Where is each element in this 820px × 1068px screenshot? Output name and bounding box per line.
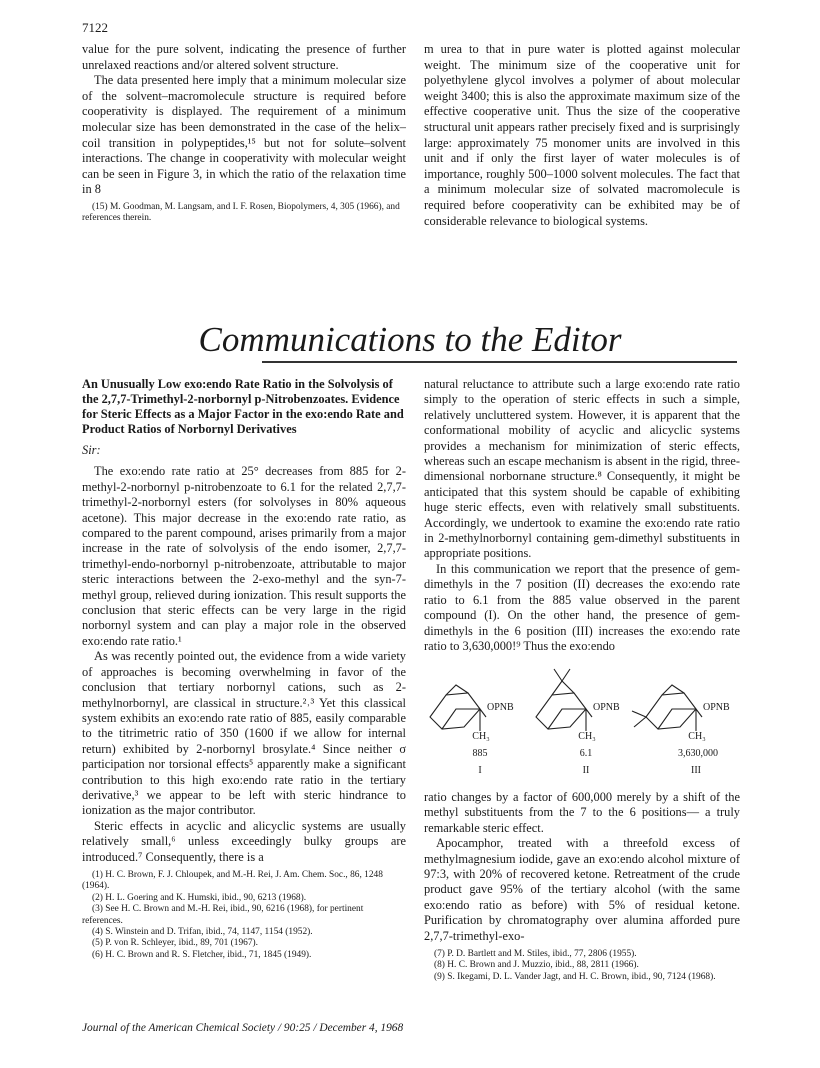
paragraph: In this communication we report that the presence of gem-dimethyls in the 7 position (II) decreases the exo:endo rate ratio to 6.1 from the 885 value observed in the parent compound (I). On the other hand, the presence of gem-dimethyls in the 6 position (III) increases the exo:endo rate ratio to 3,630,000!⁹ Thus the exo:endo <box>424 561 740 653</box>
article-left-column <box>82 377 406 961</box>
footnote <box>82 202 406 225</box>
structure-III-group: OPNB <box>703 702 730 713</box>
paragraph: Apocamphor, treated with a threefold excess of methylmagnesium iodide, gave an exo:endo alcohol mixture of 97:3, with 20% of recovered ketone. Retreatment of the crude product gave 95% of the tertiary alcohol (with the same exo:endo ratio as before) with 5% of residual ketone. Purification by chromatography over alumina afforded pure 2,7,7-trimethyl-exo- <box>424 836 740 943</box>
structure-III-ratio: 3,630,000 <box>678 748 718 759</box>
section-title: Communications to the Editor <box>198 320 622 359</box>
structure-III-drawing <box>632 685 702 731</box>
structure-I-methyl: CH₃ <box>472 731 490 742</box>
salutation: Sir: <box>82 443 101 457</box>
paragraph: The exo:endo rate ratio at 25° decreases from 885 for 2-methyl-2-norbornyl p-nitrobenzoate to 6.1 for the related 2,7,7-trimethyl-2-norbornyl esters (for solvolyses in 80% aqueous acetone). This major decrease in the exo:endo rate ratio, as compared to the parent compound, arises primarily from a major increase in the rate of solvolysis of the endo isomer, 2,7,7-trimethyl-endo-norbornyl p-nitrobenzoate, attributable to major steric interactions between the 2-exo-methyl and the syn-7-methyl group, relieved during ionization. This result supports the conclusion that steric effects can be very large in the rigid norbornyl system and can play a major role in the observed exo:endo rate ratio.¹ <box>82 464 406 648</box>
article-heading: An Unusually Low exo:endo Rate Ratio in the Solvolysis of the 2,7,7-Trimethyl-2-norbornyl p-Nitrobenzoates. Evidence for Steric Effects as a Major Factor in the exo:endo Rate and Product Ratios of Norbornyl Derivatives <box>82 377 404 436</box>
footnotes <box>82 870 406 961</box>
footnote-2: (2) H. L. Goering and K. Humski, ibid., 90, 6213 (1968). <box>92 892 307 903</box>
structure-I-ratio: 885 <box>472 748 488 759</box>
footnote-3: (3) See H. C. Brown and M.-H. Rei, ibid., 90, 6216 (1968), for pertinent references. <box>82 904 364 926</box>
footnote-15: (15) M. Goodman, M. Langsam, and I. F. Rosen, Biopolymers, 4, 305 (1966), and references therein. <box>82 201 400 224</box>
paragraph: The data presented here imply that a minimum molecular size of the solvent–macromolecule structure is required before cooperativity is displayed. The requirement of a minimum molecular size has been demonstrated in the case of the helix–coil transition in polypeptides,¹⁵ but not for solute–solvent interactions. The change in cooperativity with molecular weight can be seen in Figure 3, in which the ratio of the relaxation time in 8 <box>82 73 406 197</box>
paragraph: Steric effects in acyclic and alicyclic systems are usually relatively small,⁶ unless exceedingly bulky groups are introduced.⁷ Consequently, there is a <box>82 818 406 864</box>
structure-III-methyl: CH₃ <box>688 731 706 742</box>
article-right-column-bottom <box>424 790 740 983</box>
footnote-9: (9) S. Ikegami, D. L. Vander Jagt, and H. C. Brown, ibid., 90, 7124 (1968). <box>434 971 716 982</box>
paragraph: natural reluctance to attribute such a large exo:endo rate ratio simply to the operation of steric effects in such a simple, relatively uncluttered system. However, it is apparent that the conformational mobility of acyclic and alicyclic systems provides a mechanism for minimization of steric effects, whereas such an escape mechanism is absent in the rigid, three-dimensional norbornane structure.⁸ Consequently, it might be anticipated that this system should be capable of exhibiting huge steric effects, even with relatively small substituents. Accordingly, we undertook to examine the exo:endo rate ratio in 2-methylnorbornyl containing gem-dimethyl substituents in appropriate positions. <box>424 377 740 561</box>
structure-I-drawing <box>430 685 486 731</box>
structure-II-methyl: CH₃ <box>578 731 596 742</box>
structure-I-numeral: I <box>478 765 482 776</box>
structure-III-numeral: III <box>691 765 701 776</box>
structure-II-ratio: 6.1 <box>579 748 593 759</box>
structure-II-numeral: II <box>582 765 590 776</box>
top-left-column <box>82 42 406 225</box>
paragraph: ratio changes by a factor of 600,000 merely by a shift of the methyl substituents from the 7 to the 6 positions— a truly remarkable steric effect. <box>424 790 740 835</box>
article-right-column-top <box>424 377 740 654</box>
page-number: 7122 <box>82 20 108 35</box>
title-rule <box>262 361 737 363</box>
footnote-7: (7) P. D. Bartlett and M. Stiles, ibid., 77, 2806 (1955). <box>434 949 637 960</box>
footnote-8: (8) H. C. Brown and J. Muzzio, ibid., 88, 2811 (1966). <box>434 960 639 971</box>
footnote-5: (5) P. von R. Schleyer, ibid., 89, 701 (1967). <box>92 938 259 949</box>
paragraph: value for the pure solvent, indicating the presence of further unrelaxed reactions and/or altered solvent structure. <box>82 42 406 72</box>
structure-II-group: OPNB <box>593 702 620 713</box>
top-right-column <box>424 42 740 229</box>
footnote-4: (4) S. Winstein and D. Trifan, ibid., 74, 1147, 1154 (1952). <box>92 927 313 937</box>
journal-footer: Journal of the American Chemical Society / 90:25 / December 4, 1968 <box>82 1022 404 1034</box>
footnote-1: (1) H. C. Brown, F. J. Chloupek, and M.-H. Rei, J. Am. Chem. Soc., 86, 1248 (1964). <box>82 869 383 892</box>
structure-II-drawing <box>536 669 592 731</box>
paragraph: As was recently pointed out, the evidence from a wide variety of approaches is becoming overwhelming in favor of the conclusion that tertiary norbornyl cations, such as 2-methylnorbornyl, are classical in structure.²˒³ Yet this classical system exhibits an exo:endo rate ratio of 885, easily comparable to the titrimetric ratio of 350 (1600 if we allow for internal return) exhibited by 2-norbornyl brosylate.⁴ Since neither σ participation nor torsional effects⁵ apparently make a significant contribution to this high exo:endo rate ratio in the tertiary derivative,³ we appear to be left with steric hindrance to ionization as the major contributor. <box>82 649 406 818</box>
structure-I-group: OPNB <box>487 702 514 713</box>
footnote-6: (6) H. C. Brown and R. S. Fletcher, ibid., 71, 1845 (1949). <box>92 949 312 960</box>
footnotes <box>424 949 740 983</box>
paragraph: m urea to that in pure water is plotted against molecular weight. The minimum size of the cooperative unit for polyethylene glycol involves a polymer of about molecular weight 3400; this is also the approximate maximum size of the effective cooperative unit. Thus the size of the cooperative structural unit appears rather precisely fixed and is surprisingly large: approximately 75 monomer units are involved in this unit and if only the first layer of water molecules is of importance, roughly 500–1000 solvent molecules. The fact that a minimum molecular size of solvated macromolecule is required before cooperativity can be exhibited may be of considerable relevance to biological systems. <box>424 42 740 228</box>
